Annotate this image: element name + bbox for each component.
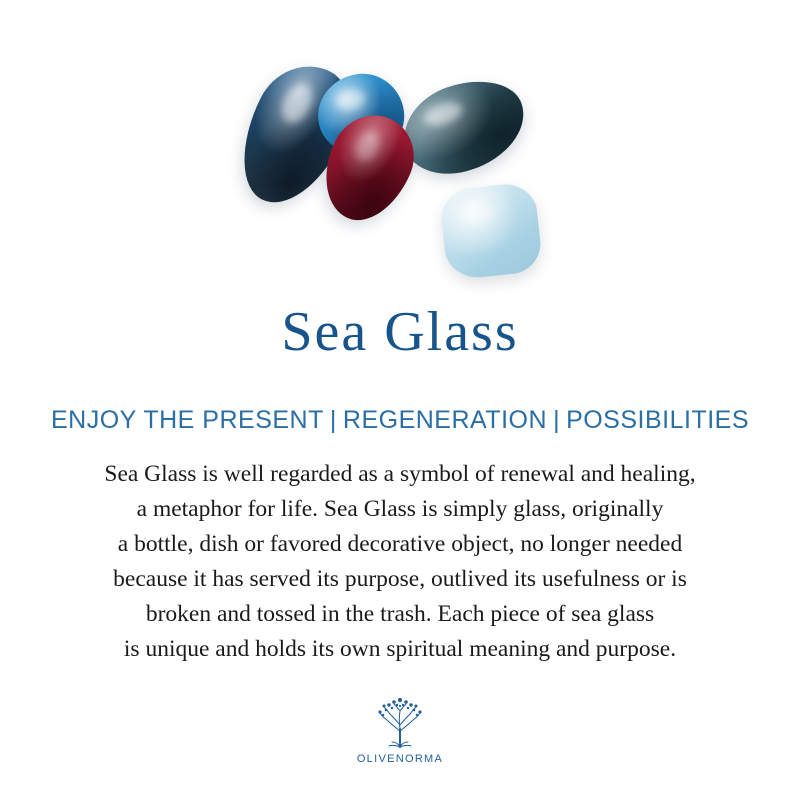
pale-frosted-blue-stone-icon (439, 181, 544, 281)
keyword-separator-1: | (329, 406, 337, 434)
description-line-5: broken and tossed in the trash. Each piece of sea glass (145, 601, 655, 627)
keyword-enjoy-the-present: ENJOY THE PRESENT (50, 406, 324, 434)
description-paragraph (20, 457, 780, 667)
description-line-1: Sea Glass is well regarded as a symbol of renewal and healing, (104, 461, 696, 487)
tree-of-life-icon (368, 689, 432, 751)
teal-stone-icon (392, 67, 537, 187)
description-line-2: a metaphor for life. Sea Glass is simply glass, originally (136, 496, 664, 522)
description-line-4: because it has served its purpose, outlived its usefulness or is (113, 566, 687, 592)
description-line-6: is unique and holds its own spiritual meaning and purpose. (123, 636, 677, 662)
page-title: Sea Glass (281, 301, 519, 363)
keyword-regeneration: REGENERATION (342, 406, 548, 434)
description-line-3: a bottle, dish or favored decorative object, no longer needed (117, 531, 683, 557)
keyword-possibilities: POSSIBILITIES (566, 406, 750, 434)
brand-logo (357, 689, 443, 765)
keyword-separator-2: | (553, 406, 561, 434)
brand-wordmark: OLIVENORMA (356, 753, 444, 765)
keyword-line (51, 406, 749, 435)
sea-glass-stones-image (0, 0, 800, 300)
